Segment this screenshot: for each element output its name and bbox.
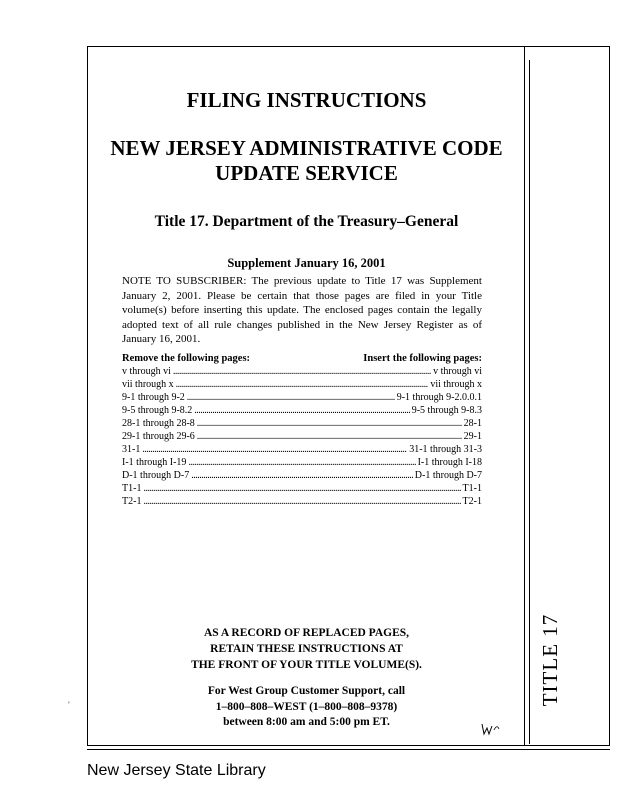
- record-line: RETAIN THESE INSTRUCTIONS AT: [210, 643, 403, 655]
- leader-dots: [197, 430, 462, 443]
- insert-pages: D-1 through D-7: [414, 470, 482, 481]
- remove-pages: 28-1 through 28-8: [122, 418, 195, 429]
- page-row: [122, 482, 482, 495]
- support-line: For West Group Customer Support, call: [207, 685, 406, 697]
- code-title-line2: UPDATE SERVICE: [215, 161, 398, 185]
- leader-dots: [142, 443, 407, 456]
- remove-header: Remove the following pages:: [122, 353, 251, 364]
- record-notice: [87, 625, 526, 673]
- remove-pages: 9-1 through 9-2: [122, 392, 185, 403]
- page-list: [122, 352, 482, 508]
- bottom-rule: [87, 749, 610, 750]
- page-row: [122, 417, 482, 430]
- leader-dots: [188, 456, 415, 469]
- code-title: [87, 136, 526, 186]
- page-row: [122, 365, 482, 378]
- leader-dots: [143, 495, 460, 508]
- insert-pages: vii through x: [430, 379, 482, 390]
- leader-dots: [187, 391, 395, 404]
- code-title-line1: NEW JERSEY ADMINISTRATIVE CODE: [110, 136, 503, 160]
- title-line: Title 17. Department of the Treasury–General: [154, 213, 459, 230]
- remove-pages: v through vi: [122, 366, 171, 377]
- insert-pages: 29-1: [463, 431, 482, 442]
- page-row: [122, 404, 482, 417]
- supplement-date: Supplement January 16, 2001: [227, 256, 386, 270]
- insert-pages: 9-5 through 9-8.3: [411, 405, 482, 416]
- leader-dots: [191, 469, 413, 482]
- page-row: [122, 378, 482, 391]
- record-line: AS A RECORD OF REPLACED PAGES,: [203, 627, 410, 639]
- leader-dots: [173, 365, 431, 378]
- record-line: THE FRONT OF YOUR TITLE VOLUME(S).: [191, 659, 422, 671]
- support-line: between 8:00 am and 5:00 pm ET.: [223, 716, 390, 728]
- margin-mark: ': [68, 700, 70, 710]
- remove-pages: 31-1: [122, 444, 141, 455]
- insert-pages: 31-1 through 31-3: [409, 444, 482, 455]
- page-row: [122, 495, 482, 508]
- remove-pages: I-1 through I-19: [122, 457, 187, 468]
- page-row: [122, 391, 482, 404]
- remove-pages: T1-1: [122, 483, 142, 494]
- remove-pages: 9-5 through 9-8.2: [122, 405, 193, 416]
- insert-pages: v through vi: [433, 366, 482, 377]
- note-to-subscriber: NOTE TO SUBSCRIBER: The previous update to Title 17 was Supplement January 2, 2001. Please be certain that those pages are filed in your Title volume(s) before inserting this update. The enclosed pages contain the legally adopted text of all rule changes published in the New Jersey Register as of January 16, 2001.: [122, 275, 482, 345]
- page-heading: FILING INSTRUCTIONS: [186, 88, 427, 112]
- page-row: [122, 456, 482, 469]
- page-row: [122, 430, 482, 443]
- insert-pages: T1-1: [462, 483, 482, 494]
- leader-dots: [194, 404, 409, 417]
- handwritten-initials: [479, 720, 509, 740]
- remove-pages: vii through x: [122, 379, 174, 390]
- remove-pages: T2-1: [122, 496, 142, 507]
- leader-dots: [176, 378, 429, 391]
- insert-header: Insert the following pages:: [363, 353, 482, 364]
- library-footer: New Jersey State Library: [87, 762, 266, 779]
- page-list-header: [122, 352, 482, 365]
- leader-dots: [197, 417, 462, 430]
- remove-pages: D-1 through D-7: [122, 470, 190, 481]
- remove-pages: 29-1 through 29-6: [122, 431, 195, 442]
- support-line: 1–800–808–WEST (1–800–808–9378): [215, 700, 398, 713]
- customer-support: [87, 684, 526, 731]
- leader-dots: [143, 482, 460, 495]
- page-rows: [122, 365, 482, 508]
- tab-label: TITLE 17: [538, 613, 562, 707]
- page-row: [122, 443, 482, 456]
- page-row: [122, 469, 482, 482]
- tab-divider: [529, 60, 530, 744]
- insert-pages: 28-1: [463, 418, 482, 429]
- insert-pages: 9-1 through 9-2.0.0.1: [396, 392, 482, 403]
- insert-pages: T2-1: [462, 496, 482, 507]
- insert-pages: I-1 through I-18: [417, 457, 482, 468]
